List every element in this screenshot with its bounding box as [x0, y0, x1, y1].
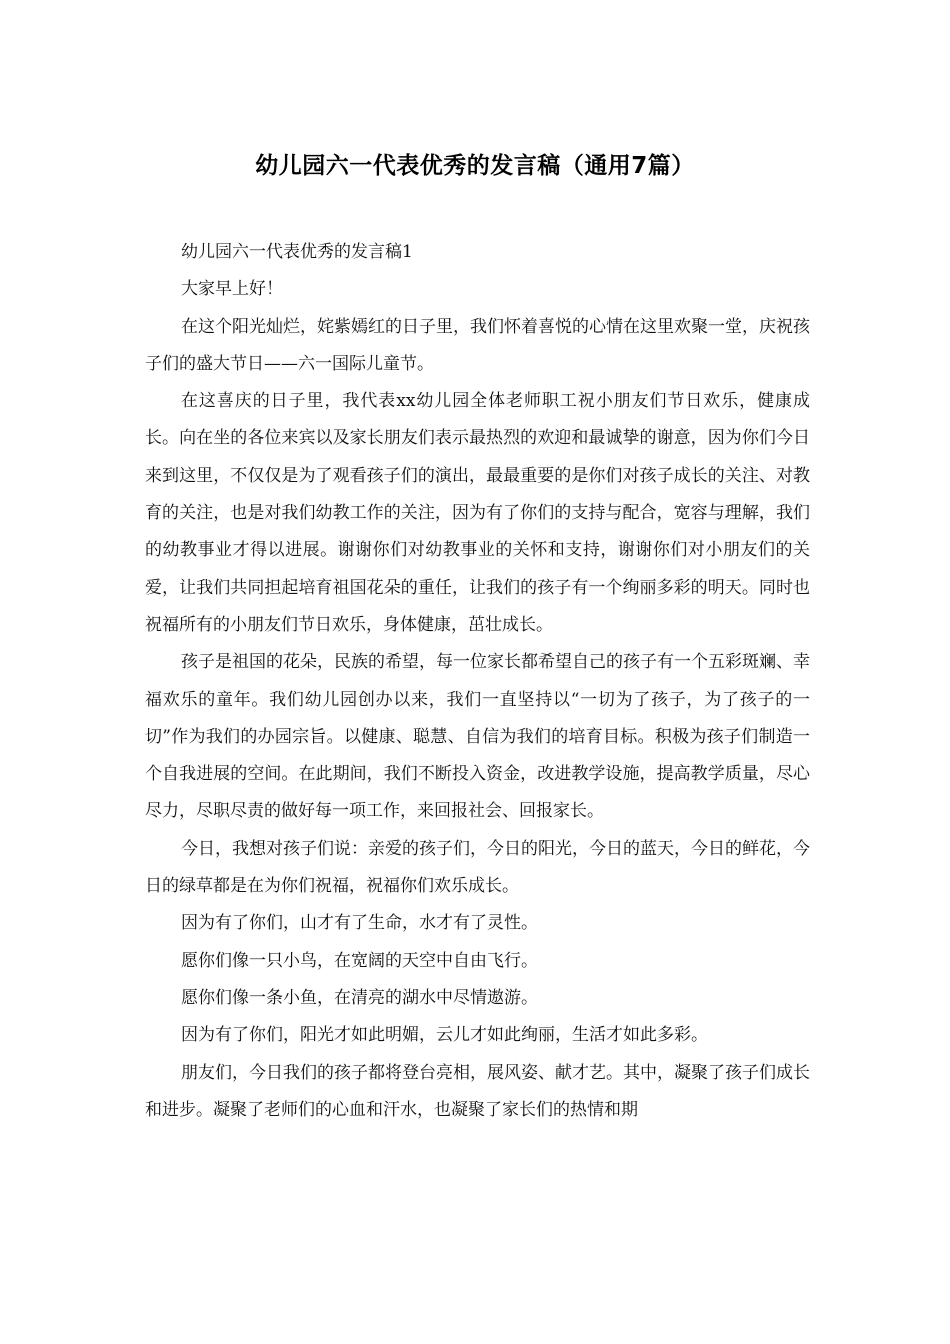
body-paragraph: 孩子是祖国的花朵，民族的希望，每一位家长都希望自己的孩子有一个五彩斑斓、幸福欢乐的童年。我们幼儿园创办以来，我们一直坚持以“一切为了孩子，为了孩子的一切”作为我们的办园宗旨。以健康、聪慧、自信为我们的培育目标。积极为孩子们制造一个自我进展的空间。在此期间，我们不断投入资金，改进教学设施，提高教学质量，尽心尽力，尽职尽责的做好每一项工作，来回报社会、回报家长。: [145, 652, 810, 822]
body-paragraph: 今日，我想对孩子们说：亲爱的孩子们，今日的阳光，今日的蓝天，今日的鲜花，今日的绿草都是在为你们祝福，祝福你们欢乐成长。: [145, 838, 810, 897]
body-paragraph: 愿你们像一条小鱼，在清亮的湖水中尽情遨游。: [181, 987, 538, 1008]
body-paragraph: 在这喜庆的日子里，我代表xx幼儿园全体老师职工祝小朋友们节日欢乐，健康成长。向在坐的各位来宾以及家长朋友们表示最热烈的欢迎和最诚挚的谢意，因为你们今日来到这里，不仅仅是为了观看孩子们的演出，最最重要的是你们对孩子成长的关注、对教育的关注，也是对我们幼教工作的关注，因为有了你们的支持与配合，宽容与理解，我们的幼教事业才得以进展。谢谢你们对幼教事业的关怀和支持，谢谢你们对小朋友们的关爱，让我们共同担起培育祖国花朵的重任，让我们的孩子有一个绚丽多彩的明天。同时也祝福所有的小朋友们节日欢乐，身体健康，茁壮成长。: [145, 391, 810, 635]
body-paragraph: 朋友们，今日我们的孩子都将登台亮相，展风姿、献才艺。其中，凝聚了孩子们成长和进步。凝聚了老师们的心血和汗水，也凝聚了家长们的热情和期: [145, 1062, 810, 1120]
body-paragraph: 因为有了你们，山才有了生命，水才有了灵性。: [181, 913, 538, 934]
document-title: 幼儿园六一代表优秀的发言稿（通用7篇）: [255, 153, 695, 179]
body-paragraph: 因为有了你们，阳光才如此明媚，云儿才如此绚丽，生活才如此多彩。: [181, 1025, 708, 1046]
document-body: [145, 234, 810, 1129]
body-paragraph: 在这个阳光灿烂，姹紫嫣红的日子里，我们怀着喜悦的心情在这里欢聚一堂，庆祝孩子们的盛大节日——六一国际儿童节。: [145, 316, 810, 374]
section-heading: 幼儿园六一代表优秀的发言稿1: [181, 242, 413, 262]
greeting-paragraph: 大家早上好！: [181, 279, 283, 300]
body-paragraph: 愿你们像一只小鸟，在宽阔的天空中自由飞行。: [181, 950, 538, 971]
